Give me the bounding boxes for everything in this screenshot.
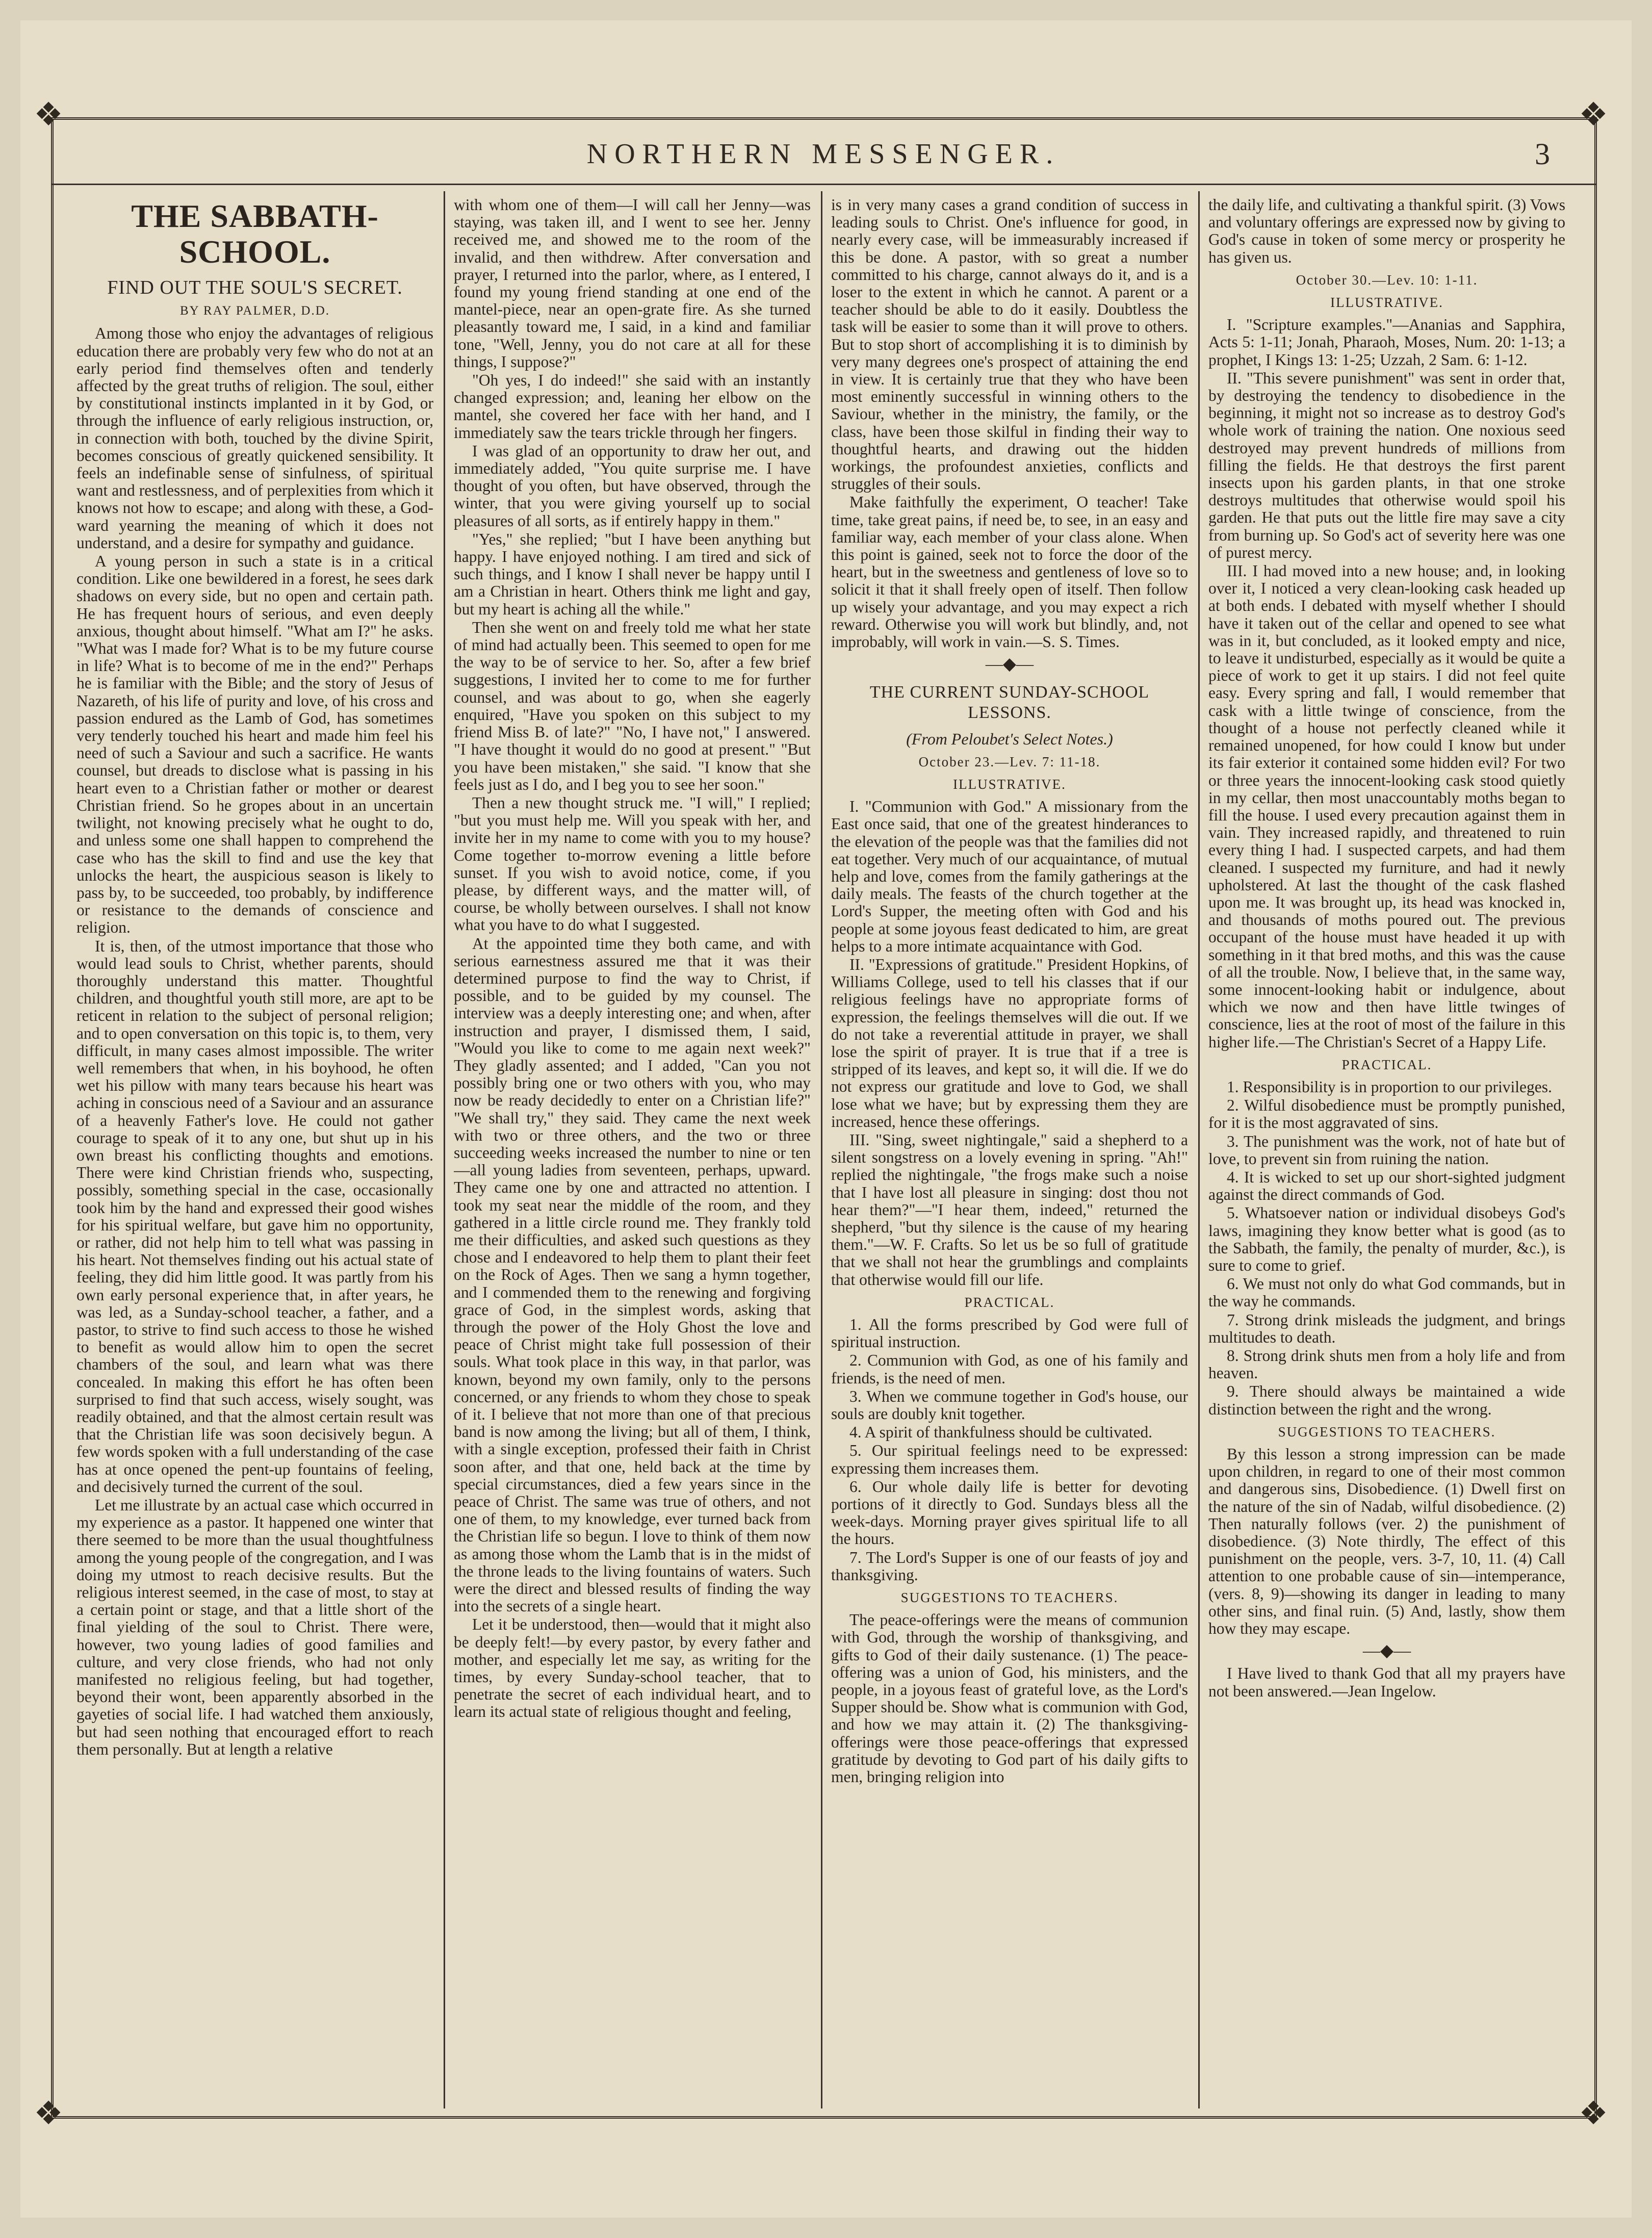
corner-ornament-top-right: ❖ <box>1579 96 1608 133</box>
paragraph: Then she went on and freely told me what her state of mind had actually been. This seemed to open for me the way to be of service to her. So, after a few brief suggestions, I invited her to come to me for further counsel, and was about to go, when she eagerly enquired, "Have you spoken on this subject to my friend Miss B. of late?" "No, I have not," I answered. "I have thought it would do no good at present." "But you have been mistaken," she said. "I know that she feels just as I do, and I beg you to see her soon." <box>454 618 811 793</box>
paragraph: By this lesson a strong impression can be made upon children, in regard to one of their most common and dangerous sins, Disobedience. (1) Dwell first on the nature of the sin of Nadab, wilful disobedience. (2) Then naturally follows (ver. 2) the punishment of disobedience. (3) Note thirdly, The effect of this punishment on the people, vers. 3-7, 10, 11. (4) Call attention to one probable cause of sin—intemperance, (vers. 8, 9)—showing its danger in leading to many other sins, and final ruin. (5) And, lastly, show them how they may escape. <box>1208 1445 1565 1638</box>
section-divider: —◆— <box>1362 1641 1411 1661</box>
paragraph: I. "Communion with God." A missionary from the East once said, that one of the greatest hinderances to the elevation of the people was that the families did not eat together. Very much of our acquaintance, of mutual help and love, comes from the family gatherings at the daily meals. The feasts of the church together at the Lord's Supper, the meeting often with God and his people at some joyous feast dedicated to him, are great helps to a more intimate acquaintance with God. <box>831 798 1188 955</box>
list-item: 6. Our whole daily life is better for devoting portions of it directly to God. Sundays bless all the week-days. Morning prayer gives spiritual life to all the hours. <box>831 1477 1188 1548</box>
list-item: 7. The Lord's Supper is one of our feasts of joy and thanksgiving. <box>831 1548 1188 1584</box>
paragraph: the daily life, and cultivating a thankful spirit. (3) Vows and voluntary offerings are expressed now by giving to God's cause in token of some mercy or prosperity he has given us. <box>1208 196 1565 266</box>
paragraph: with whom one of them—I will call her Jenny—was staying, was taken ill, and I went to see her. Jenny received me, and showed me to the room of the invalid, and then withdrew. After conversation and prayer, I returned into the parlor, where, as I entered, I found my young friend standing at one end of the mantel-piece, near an open-grate fire. As she turned pleasantly toward me, I said, in a kind and familiar tone, "Well, Jenny, you do not care at all for these things, I suppose?" <box>454 196 811 371</box>
illustrative-heading: ILLUSTRATIVE. <box>1330 295 1443 311</box>
paragraph: I was glad of an opportunity to draw her out, and immediately added, "You quite surprise me. I have thought of you often, but have observed, through the winter, that you were giving yourself up to social pleasures of all sorts, as if entirely happy in them." <box>454 442 811 530</box>
list-item: 4. It is wicked to set up our short-sighted judgment against the direct commands of God. <box>1208 1168 1565 1204</box>
list-item: 1. All the forms prescribed by God were full of spiritual instruction. <box>831 1315 1188 1351</box>
corner-ornament-bottom-left: ❖ <box>34 2095 63 2131</box>
article-title: THE SABBATH-SCHOOL. <box>131 198 379 270</box>
practical-heading: PRACTICAL. <box>1341 1057 1432 1072</box>
suggestions-heading: SUGGESTIONS TO TEACHERS. <box>900 1590 1119 1606</box>
lesson-reference: October 30.—Lev. 10: 1-11. <box>1296 272 1478 288</box>
masthead: NORTHERN MESSENGER. <box>586 138 1061 170</box>
paragraph: II. "This severe punishment" was sent in order that, by destroying the tendency to disobedience in the beginning, it might not so increase as to destroy God's whole work of training the nation. One noxious seed destroyed may prevent hundreds of millions from filling the fields. He that destroys the first parent insects upon his garden plants, in that one stroke destroys multitudes that otherwise would spoil his garden. He that puts out the little fire may save a city from burning up. So God's act of severity here was one of purest mercy. <box>1208 369 1565 561</box>
paragraph: I. "Scripture examples."—Ananias and Sapphira, Acts 5: 1-11; Jonah, Pharaoh, Moses, Num. 20: 1-13; a prophet, I Kings 13: 1-25; Uzzah, 2 Sam. 6: 1-12. <box>1208 316 1565 369</box>
closing-quote: I Have lived to thank God that all my prayers have not been answered.—Jean Ingelow. <box>1208 1664 1565 1700</box>
list-item: 5. Whatsoever nation or individual disobeys God's laws, imagining they know better what is good (as to the Sabbath, the family, the penalty of murder, &c.), is sure to come to grief. <box>1208 1204 1565 1274</box>
list-item: 3. When we commune together in God's house, our souls are doubly knit together. <box>831 1387 1188 1423</box>
list-item: 3. The punishment was the work, not of hate but of love, to prevent sin from ruining the nation. <box>1208 1132 1565 1168</box>
column-4 <box>1208 196 1565 2098</box>
column-separator <box>821 191 822 2108</box>
paragraph: The peace-offerings were the means of communion with God, through the worship of thanksgiving, and gifts to God of their daily sustenance. (1) The peace-offering was a union of God, his ministers, and the people, in a joyous feast of grateful love, as the Lord's Supper should be. Show what is communion with God, and how we may attain it. (2) The thanksgiving-offerings were those peace-offerings that expressed gratitude by devoting to God part of his daily gifts to men, bringing religion into <box>831 1611 1188 1786</box>
column-separator <box>444 191 445 2108</box>
list-item: 5. Our spiritual feelings need to be expressed: expressing them increases them. <box>831 1442 1188 1477</box>
lessons-source: (From Peloubet's Select Notes.) <box>906 730 1113 749</box>
column-1 <box>76 196 433 2098</box>
lessons-title: THE CURRENT SUNDAY-SCHOOL LESSONS. <box>869 683 1150 723</box>
column-3 <box>831 196 1188 2098</box>
list-item: 2. Wilful disobedience must be promptly punished, for it is the most aggravated of sins. <box>1208 1096 1565 1132</box>
paragraph: III. I had moved into a new house; and, in looking over it, I noticed a very clean-looking cask headed up at both ends. I debated with myself whether I should have it taken out of the cellar and opened to see what was in it, but concluded, as it looked empty and nice, to leave it undisturbed, especially as it would be quite a piece of work to get it up stairs. I did not feel quite easy. Every spring and fall, I would remember that cask with a little twinge of conscience, from the thought of a house not perfectly cleaned while it remained unopened, for how could I know but under its fair exterior it contained some hidden evil? For two or three years the innocent-looking cask stood quietly in my cellar, then most unaccountably moths began to fill the house. I used every precaution against them in vain. They increased rapidly, and threatened to ruin every thing I had. I suspected carpets, and had them cleaned. I suspected my furniture, and had it newly upholstered. At last the thought of the cask flashed upon me. It was brought up, its head was knocked in, and thousands of moths poured out. The previous occupant of the house must have headed it up with something in it that bred moths, and this was the cause of all the trouble. Now, I believe that, in the same way, some innocent-looking habit or indulgence, about which we now and then have little twinges of conscience, lies at the root of most of the failure in this higher life.—The Christian's Secret of a Happy Life. <box>1208 562 1565 1051</box>
newspaper-page <box>20 20 1632 2218</box>
list-item: 2. Communion with God, as one of his family and friends, is the need of men. <box>831 1351 1188 1387</box>
list-item: 4. A spirit of thankfulness should be cultivated. <box>849 1423 1153 1442</box>
section-divider: —◆— <box>985 655 1034 674</box>
paragraph: Let me illustrate by an actual case which occurred in my experience as a pastor. It happened one winter that there seemed to be more than the usual thoughtfulness among the young people of the congregation, and I was doing my utmost to reach decisive results. But the religious interest seemed, in the case of most, to stay at a certain point or stage, and that a little short of the final yielding of the soul to Christ. There were, however, two young ladies of good families and culture, and very close friends, who had not only manifested no religious feeling, but had together, beyond their wont, been apparently absorbed in the gayeties of social life. I had watched them anxiously, but had seen nothing that encouraged effort to reach them personally. But at length a relative <box>76 1496 433 1758</box>
list-item: 6. We must not only do what God commands, but in the way he commands. <box>1208 1275 1565 1310</box>
corner-ornament-bottom-right: ❖ <box>1579 2095 1608 2131</box>
paragraph: Let it be understood, then—would that it might also be deeply felt!—by every pastor, by every father and mother, and especially let me say, as writing for the times, by every Sunday-school teacher, that to penetrate the secret of each individual heart, and to learn its actual state of religious thought and feeling, <box>454 1615 811 1721</box>
lesson-reference: October 23.—Lev. 7: 11-18. <box>918 754 1101 769</box>
list-item: 8. Strong drink shuts men from a holy life and from heaven. <box>1208 1347 1565 1382</box>
illustrative-heading: ILLUSTRATIVE. <box>953 776 1066 792</box>
list-item: 1. Responsibility is in proportion to our privileges. <box>1227 1077 1552 1096</box>
corner-ornament-top-left: ❖ <box>34 96 63 133</box>
practical-heading: PRACTICAL. <box>964 1294 1055 1310</box>
column-2 <box>454 196 811 2098</box>
list-item: 7. Strong drink misleads the judgment, and brings multitudes to death. <box>1208 1310 1565 1346</box>
page-number: 3 <box>1535 137 1550 171</box>
paragraph: is in very many cases a grand condition of success in leading souls to Christ. One's influence for good, in nearly every case, will be immeasurably increased if this be done. A pastor, with so great a number committed to his charge, cannot always do it, and is a loser to the extent in which he cannot. A parent or a teacher should be able to do it easily. Doubtless the task will be easier to some than it will prove to others. But to stop short of accomplishing it is to diminish by very many degrees one's prospect of attaining the end in view. It is certainly true that they who have been most eminently successful in winning others to the Saviour, whether in the ministry, the family, or the class, have been those skilful in finding their way to thoughtful hearts, and drawing out the hidden workings, the profoundest anxieties, conflicts and struggles of their souls. <box>831 196 1188 493</box>
paragraph: Make faithfully the experiment, O teacher! Take time, take great pains, if need be, to see, in an easy and familiar way, each member of your class alone. When this point is gained, seek not to force the door of the heart, but in the sweetness and gentleness of love so to solicit it that it shall freely open of itself. Then follow up wisely your advantage, and you may expect a rich reward. Otherwise you will work but blindly, and, not improbably, will work in vain.—S. S. Times. <box>831 493 1188 651</box>
header-rule <box>51 184 1596 185</box>
paragraph: II. "Expressions of gratitude." President Hopkins, of Williams College, used to tell his classes that if our religious feelings have no appropriate forms of expression, the feelings themselves will die out. If we do not take a reverential attitude in prayer, we shall lose the spirit of prayer. It is true that if a tree is stripped of its leaves, and kept so, it will die. If we do not express our gratitude and love to God, we shall lose what we have; but by expressing them they are increased, hence these offerings. <box>831 955 1188 1130</box>
paragraph: A young person in such a state is in a critical condition. Like one bewildered in a forest, he sees dark shadows on every side, but no open and certain path. He has frequent hours of serious, and even deeply anxious, thought about himself. "What am I?" he asks. "What was I made for? What is to be my future course in life? What is to become of me in the end?" Perhaps he is familiar with the Bible; and the story of Jesus of Nazareth, of his life of purity and love, of his cross and passion endured as the Lamb of God, has sometimes very tenderly touched his heart and made him feel his need of such a Saviour and such a sacrifice. He wants counsel, but dreads to disclose what is passing in his heart even to a Christian father or mother or dearest Christian friend. So he gropes about in an uncertain twilight, not knowing precisely what he ought to do, and unless some one shall happen to comprehend the case who has the skill to find and use the key that unlocks the heart, the auspicious season is likely to pass by, to be succeeded, too probably, by indifference or resistance to the demands of conscience and religion. <box>76 552 433 937</box>
article-byline: BY RAY PALMER, D.D. <box>179 304 330 318</box>
list-item: 9. There should always be maintained a wide distinction between the right and the wrong. <box>1208 1382 1565 1418</box>
article-subtitle: FIND OUT THE SOUL'S SECRET. <box>107 277 403 298</box>
paragraph: At the appointed time they both came, and with serious earnestness assured me that it was their determined purpose to find the way to Christ, if possible, and to be guided by my counsel. The interview was a deeply interesting one; and when, after instruction and prayer, I dismissed them, I said, "Would you like to come to me again next week?" They gladly assented; and I added, "Can you not possibly bring one or two others with you, who may now be ready decidedly to enter on a Christian life?" "We shall try," they said. They came the next week with two or three others, and the two or three succeeding weeks increased the number to nine or ten—all young ladies from seventeen, perhaps, upward. They came one by one and attracted no attention. I took my seat near the middle of the room, and they gathered in a little circle round me. They frankly told me their difficulties, and asked such questions as they chose and I endeavored to help them to plant their feet on the Rock of Ages. Then we sang a hymn together, and I commended them to the renewing and forgiving grace of God, in the simplest words, asking that through the power of the Holy Ghost the love and peace of Christ might take full possession of their souls. What took place in this way, in that parlor, was known, beyond my own family, only to the persons concerned, or any friends to whom they chose to speak of it. I believe that not more than one of that precious band is now among the living; but all of them, I think, with a single exception, professed their faith in Christ soon after, and that one, held back at the time by special circumstances, died a few years since in the peace of Christ. The same was true of others, and not one of them, to my knowledge, ever turned back from the Christian life so begun. I love to think of them now as among those whom the Lamb that is in the midst of the throne leads to the living fountains of waters. Such were the direct and blessed results of finding the way into the secrets of a single heart. <box>454 934 811 1615</box>
paragraph: Then a new thought struck me. "I will," I replied; "but you must help me. Will you speak with her, and invite her in my name to come with you to my house? Come together to-morrow evening a little before sunset. If you wish to avoid notice, come, if you please, by different ways, and the matter will, of course, be wholly between ourselves. I shall not know what you have to do what I suggested. <box>454 793 811 934</box>
paragraph: "Yes," she replied; "but I have been anything but happy. I have enjoyed nothing. I am tired and sick of such things, and I know I shall never be happy until I am a Christian in heart. Others think me light and gay, but my heart is aching all the while." <box>454 530 811 618</box>
paragraph: "Oh yes, I do indeed!" she said with an instantly changed expression; and, leaning her elbow on the mantel, she covered her face with her hand, and I immediately saw the tears trickle through her fingers. <box>454 371 811 442</box>
suggestions-heading: SUGGESTIONS TO TEACHERS. <box>1278 1424 1496 1439</box>
paragraph: It is, then, of the utmost importance that those who would lead souls to Christ, whether parents, should thoroughly understand this matter. Thoughtful children, and thoughtful youth still more, are apt to be reticent in relation to the subject of personal religion; and to open conversation on this topic is, to them, very difficult, in many cases almost impossible. The writer well remembers that when, in his boyhood, he often wet his pillow with many tears because his heart was aching in conscious need of a Saviour and an assurance of a heavenly Father's love. He could not gather courage to speak of it to any one, but shut up in his own breast his conflicting thoughts and emotions. There were kind Christian friends who, suspecting, possibly, something special in the case, occasionally took him by the hand and expressed their good wishes for his spiritual welfare, but gave him no opportunity, or rather, did not help him to tell what was passing in his heart. Not themselves finding out his actual state of feeling, they did him little good. It was partly from his own early personal experience that, in after years, he was led, as a Sunday-school teacher, a father, and a pastor, to strive to find such access to those he wished to benefit as would allow him to open the secret chambers of the soul, and learn what was there concealed. In making this effort he has often been surprised to find that such access, wisely sought, was readily obtained, and that the almost certain result was that the Christian life was soon decisively begun. A few words spoken with a full understanding of the case has at once opened the pent-up fountains of feeling, and decisively turned the current of the soul. <box>76 937 433 1496</box>
column-separator <box>1198 191 1200 2108</box>
paragraph: III. "Sing, sweet nightingale," said a shepherd to a silent songstress on a lovely evening in spring. "Ah!" replied the nightingale, "the frogs make such a noise that I have lost all pleasure in singing: dost thou not hear them?"—"I hear them, indeed," returned the shepherd, "but thy silence is the cause of my hearing them."—W. F. Crafts. So let us be so full of gratitude that we shall not hear the grumblings and complaints that otherwise would fill our life. <box>831 1130 1188 1289</box>
paragraph: Among those who enjoy the advantages of religious education there are probably very few who do not at an early period find themselves often and tenderly affected by the great truths of religion. The soul, either by constitutional instincts implanted in it by God, or through the influence of early religious instruction, or, in connection with both, touched by the divine Spirit, becomes conscious of greatly quickened sensibility. It feels an indefinable sense of sinfulness, of spiritual want and restlessness, and of perplexities from which it knows not how to escape; and along with these, a God-ward yearning the meaning of which it does not understand, and a desire for sympathy and guidance. <box>76 324 433 552</box>
